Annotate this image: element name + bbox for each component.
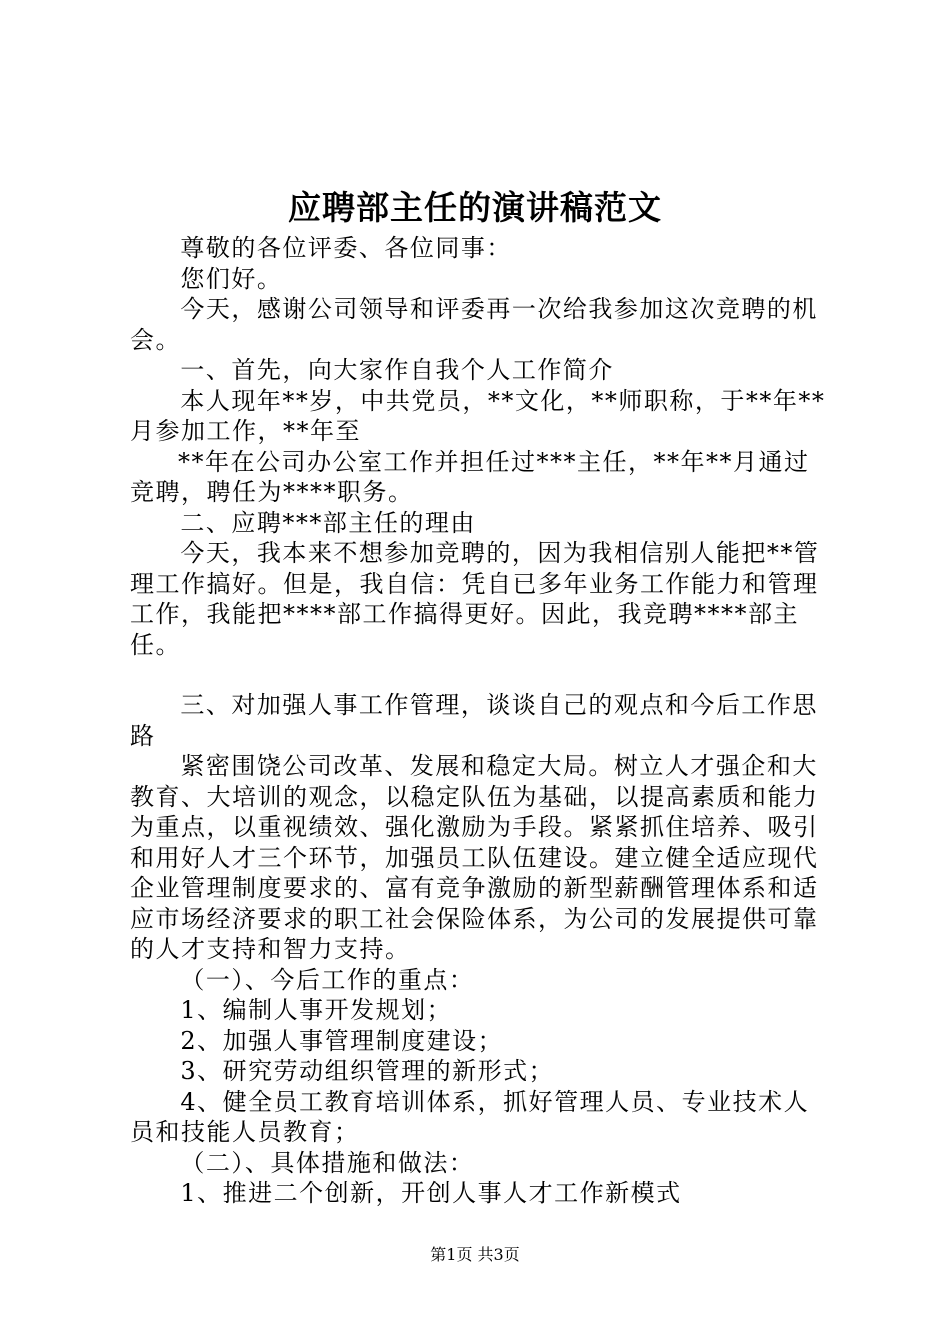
heading-section-2: 二、应聘***部主任的理由 [180,508,476,537]
list-item-3: 3、研究劳动组织管理的新形式； [180,1057,555,1085]
list-item-2: 2、加强人事管理制度建设； [180,1026,504,1055]
paragraph-thanks: 今天，感谢公司领导和评委再一次给我参加这次竞聘的机会。 [130,295,818,354]
document-body [130,233,830,1209]
heading-focus: （一）、今后工作的重点： [180,965,475,994]
paragraph-intro: 本人现年**岁，中共党员，**文化，**师职称，于**年**月参加工作，**年至 [130,386,826,445]
paragraph-strategy: 紧密围饶公司改革、发展和稳定大局。树立人才强企和大教育、大培训的观念，以稳定队伍为基础，以提高素质和能力为重点，以重视绩效、强化激励为手段。紧紧抓住培养、吸引和用好人才三个环节，加强员工队伍建设。建立健全适应现代企业管理制度要求的、富有竞争激励的新型薪酬管理体系和适应市场经济要求的职工社会保险体系，为公司的发展提供可靠的人才支持和智力支持。 [130,752,819,963]
measure-item-1: 1、推进二个创新，开创人事人才工作新模式 [180,1179,682,1207]
list-item-4: 4、健全员工教育培训体系，抓好管理人员、专业技术人员和技能人员教育； [130,1087,810,1146]
paragraph-reason: 今天，我本来不想参加竞聘的，因为我相信别人能把**管理工作搞好。但是，我自信：凭自已多年业务工作能力和管理工作，我能把****部工作搞得更好。因此，我竞聘****部主任。 [130,539,820,659]
heading-section-3: 三、对加强人事工作管理，谈谈自己的观点和今后工作思路 [130,691,818,750]
list-item-1: 1、编制人事开发规划； [180,996,453,1024]
heading-section-1: 一、首先，向大家作自我个人工作简介 [180,356,614,384]
paragraph-salutation: 尊敬的各位评委、各位同事： [180,234,512,262]
heading-measures: （二）、具体措施和做法： [180,1148,475,1177]
document-title: 应聘部主任的演讲稿范文 [288,188,662,227]
paragraph-intro-continued: **年在公司办公室工作并担任过***主任，**年**月通过竞聘，聘任为****职务。 [130,447,810,506]
page-footer: 第1页 共3页 [430,1245,520,1264]
paragraph-greeting: 您们好。 [180,264,283,293]
